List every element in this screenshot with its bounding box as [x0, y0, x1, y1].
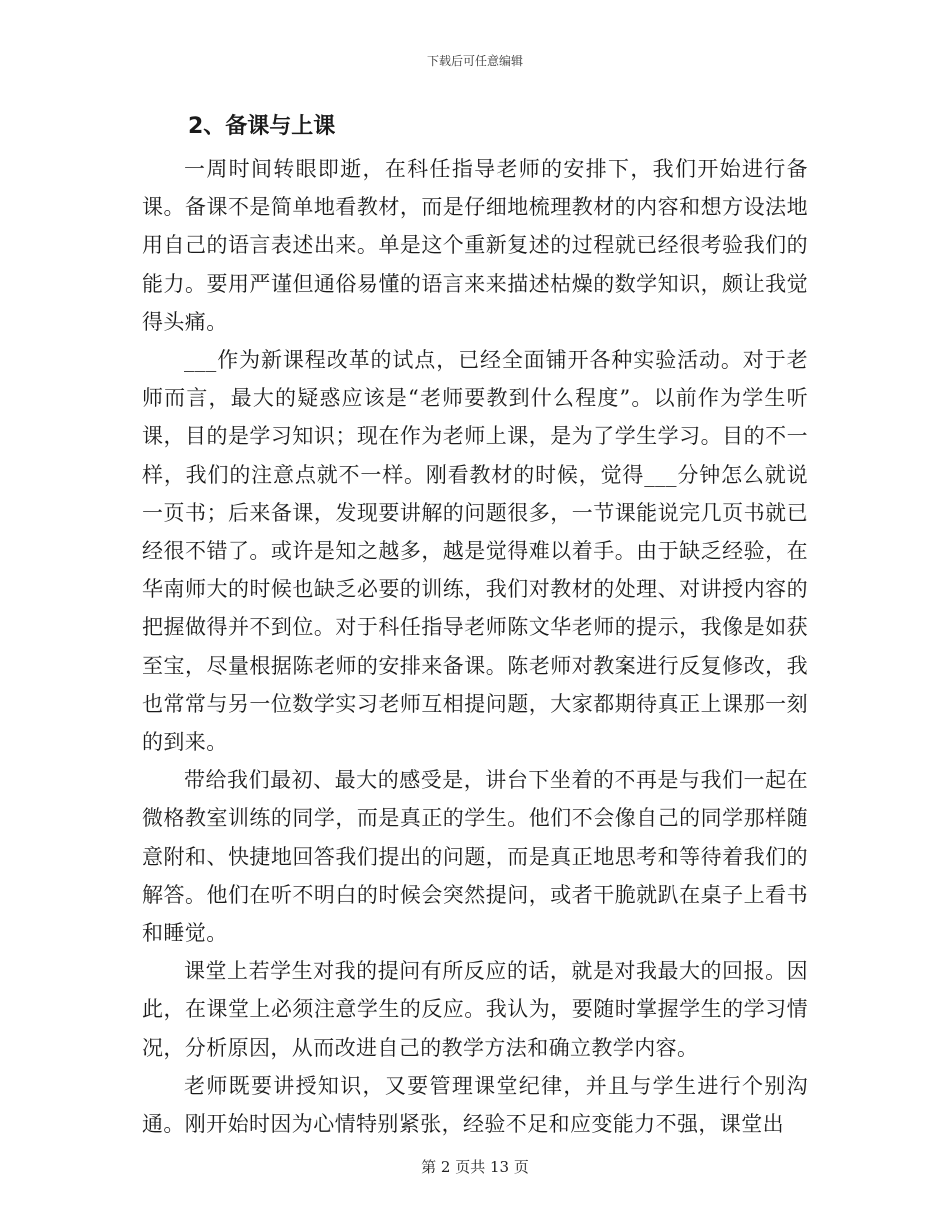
document-body	[142, 108, 808, 1143]
paragraph-4: 课堂上若学生对我的提问有所反应的话，就是对我最大的回报。因此，在课堂上必须注意学生的反应。我认为，要随时掌握学生的学习情况，分析原因，从而改进自己的教学方法和确立教学内容。	[142, 959, 808, 1060]
page-number-footer: 第 2 页共 13 页	[421, 1158, 529, 1176]
section-heading: 2、备课与上课	[188, 114, 336, 139]
paragraph-5: 老师既要讲授知识，又要管理课堂纪律，并且与学生进行个别沟通。刚开始时因为心情特别紧张，经验不足和应变能力不强，课堂出	[142, 1073, 808, 1137]
paragraph-3: 带给我们最初、最大的感受是，讲台下坐着的不再是与我们一起在微格教室训练的同学，而是真正的学生。他们不会像自己的同学那样随意附和、快捷地回答我们提出的问题，而是真正地思考和等待着我们的解答。他们在听不明白的时候会突然提问，或者干脆就趴在桌子上看书和睡觉。	[142, 768, 808, 946]
paragraph-2: ___作为新课程改革的试点，已经全面铺开各种实验活动。对于老师而言，最大的疑惑应该是“老师要教到什么程度”。以前作为学生听课，目的是学习知识；现在作为老师上课，是为了学生学习。目的不一样，我们的注意点就不一样。刚看教材的时候，觉得___分钟怎么就说一页书；后来备课，发现要讲解的问题很多，一节课能说完几页书就已经很不错了。或许是知之越多，越是觉得难以着手。由于缺乏经验，在华南师大的时候也缺乏必要的训练，我们对教材的处理、对讲授内容的把握做得并不到位。对于科任指导老师陈文华老师的提示，我像是如获至宝，尽量根据陈老师的安排来备课。陈老师对教案进行反复修改，我也常常与另一位数学实习老师互相提问题，大家都期待真正上课那一刻的到来。	[142, 348, 808, 755]
paragraph-1: 一周时间转眼即逝，在科任指导老师的安排下，我们开始进行备课。备课不是简单地看教材，而是仔细地梳理教材的内容和想方设法地用自己的语言表述出来。单是这个重新复述的过程就已经很考验我们的能力。要用严谨但通俗易懂的语言来来描述枯燥的数学知识，颇让我觉得头痛。	[142, 157, 808, 334]
page-header: 下载后可任意编辑	[426, 54, 523, 68]
